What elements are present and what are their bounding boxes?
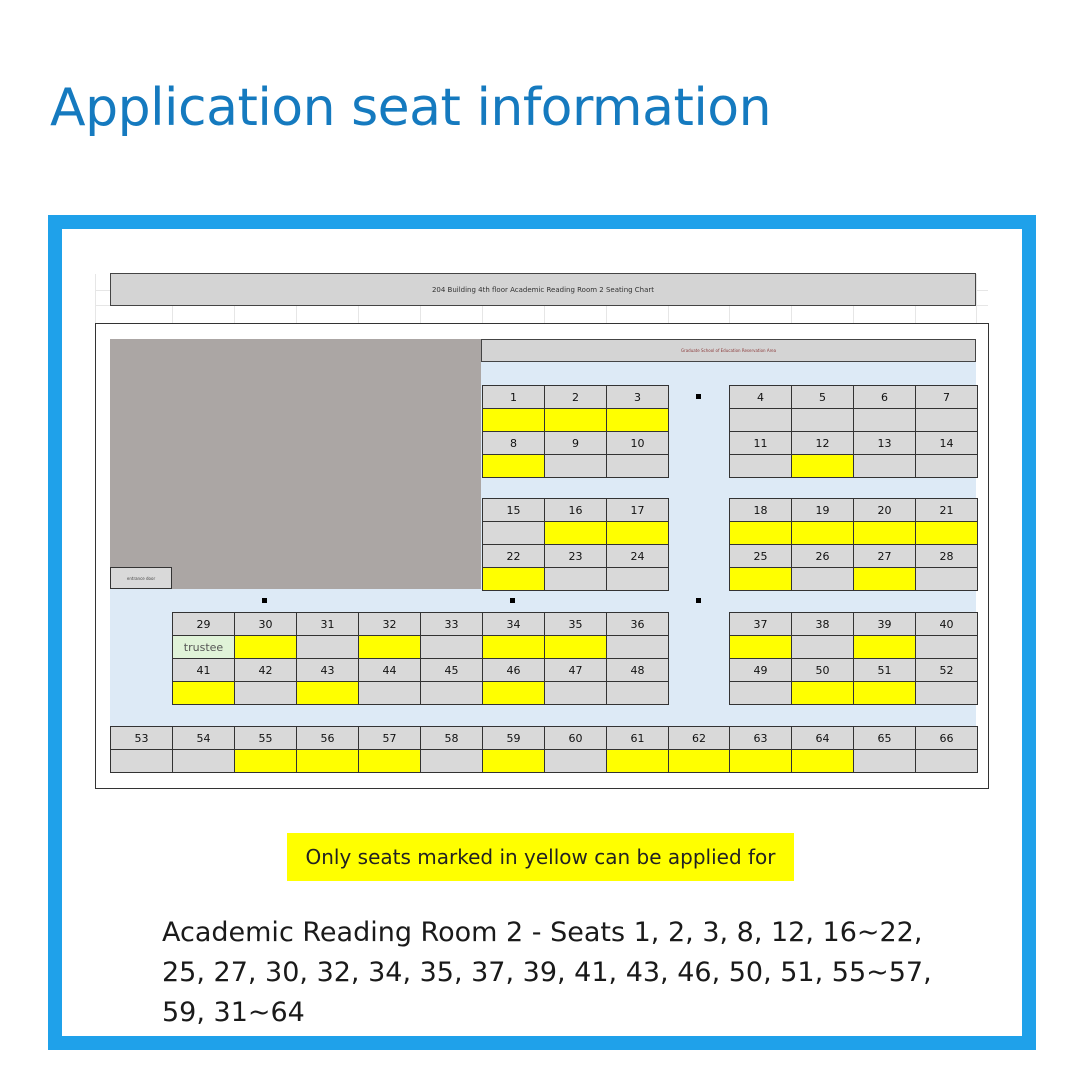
seat-number-3: 3	[606, 385, 669, 409]
seat-status-9	[544, 454, 607, 478]
seat-status-35[interactable]	[544, 635, 607, 659]
seat-status-23	[544, 567, 607, 591]
seat-number-44: 44	[358, 658, 421, 682]
seat-number-55: 55	[234, 726, 297, 750]
pillar-marker	[262, 598, 267, 603]
seat-status-3[interactable]	[606, 408, 669, 432]
entrance-door	[110, 567, 172, 589]
pillar-marker	[510, 598, 515, 603]
seat-number-50: 50	[791, 658, 854, 682]
seat-number-26: 26	[791, 544, 854, 568]
seat-number-28: 28	[915, 544, 978, 568]
seat-status-16[interactable]	[544, 521, 607, 545]
seat-number-19: 19	[791, 498, 854, 522]
seat-status-31	[296, 635, 359, 659]
seat-status-40	[915, 635, 978, 659]
seat-number-49: 49	[729, 658, 792, 682]
gridline	[976, 274, 977, 324]
seat-number-12: 12	[791, 431, 854, 455]
seat-status-33	[420, 635, 483, 659]
seat-number-36: 36	[606, 612, 669, 636]
seat-number-30: 30	[234, 612, 297, 636]
seat-number-1: 1	[482, 385, 545, 409]
seat-status-39[interactable]	[853, 635, 916, 659]
seat-status-20[interactable]	[853, 521, 916, 545]
seat-number-16: 16	[544, 498, 607, 522]
seat-number-56: 56	[296, 726, 359, 750]
seat-status-51[interactable]	[853, 681, 916, 705]
seat-number-27: 27	[853, 544, 916, 568]
gridline	[853, 305, 854, 323]
seat-status-11	[729, 454, 792, 478]
seat-number-43: 43	[296, 658, 359, 682]
seat-status-13	[853, 454, 916, 478]
seat-number-23: 23	[544, 544, 607, 568]
seat-status-38	[791, 635, 854, 659]
pillar-marker	[696, 394, 701, 399]
gridline	[296, 305, 297, 323]
seat-status-57[interactable]	[358, 749, 421, 773]
seat-status-58	[420, 749, 483, 773]
seat-status-62[interactable]	[668, 749, 730, 773]
seat-number-15: 15	[482, 498, 545, 522]
seat-number-60: 60	[544, 726, 607, 750]
seat-status-30[interactable]	[234, 635, 297, 659]
seat-number-48: 48	[606, 658, 669, 682]
seat-number-20: 20	[853, 498, 916, 522]
available-seats-text: Academic Reading Room 2 - Seats 1, 2, 3, 8, 12, 16~22, 25, 27, 30, 32, 34, 35, 37, 39, 41, 43, 46, 50, 51, 55~57, 59, 31~64	[162, 917, 932, 1028]
gridline	[544, 305, 545, 323]
seat-status-49	[729, 681, 792, 705]
seat-number-24: 24	[606, 544, 669, 568]
seat-number-62: 62	[668, 726, 730, 750]
chart-header-text: 204 Building 4th floor Academic Reading Room 2 Seating Chart	[431, 285, 655, 294]
seat-number-2: 2	[544, 385, 607, 409]
gridline	[668, 305, 669, 323]
gridline	[234, 305, 235, 323]
seat-status-41[interactable]	[172, 681, 235, 705]
seat-status-61[interactable]	[606, 749, 669, 773]
seat-number-21: 21	[915, 498, 978, 522]
gridline	[729, 305, 730, 323]
reservation-label	[481, 339, 976, 362]
seat-number-14: 14	[915, 431, 978, 455]
seat-status-10	[606, 454, 669, 478]
seat-number-11: 11	[729, 431, 792, 455]
seat-number-6: 6	[853, 385, 916, 409]
blocked-area	[110, 339, 481, 589]
gridline	[606, 305, 607, 323]
page-title: Application seat information	[50, 78, 772, 138]
seat-number-7: 7	[915, 385, 978, 409]
gridline	[420, 305, 421, 323]
seat-status-27[interactable]	[853, 567, 916, 591]
seat-status-18[interactable]	[729, 521, 792, 545]
seat-number-22: 22	[482, 544, 545, 568]
seat-status-45	[420, 681, 483, 705]
seat-status-59[interactable]	[482, 749, 545, 773]
seat-number-41: 41	[172, 658, 235, 682]
seat-status-52	[915, 681, 978, 705]
gridline	[915, 305, 916, 323]
seat-number-40: 40	[915, 612, 978, 636]
seat-status-29: trustee	[172, 635, 235, 659]
seat-status-53	[110, 749, 173, 773]
seat-number-45: 45	[420, 658, 483, 682]
seat-status-4	[729, 408, 792, 432]
seat-number-17: 17	[606, 498, 669, 522]
seat-number-39: 39	[853, 612, 916, 636]
seat-status-37[interactable]	[729, 635, 792, 659]
seat-number-47: 47	[544, 658, 607, 682]
seat-status-15	[482, 521, 545, 545]
seat-number-31: 31	[296, 612, 359, 636]
seat-number-64: 64	[791, 726, 854, 750]
seat-status-26	[791, 567, 854, 591]
seat-number-66: 66	[915, 726, 978, 750]
seat-number-52: 52	[915, 658, 978, 682]
seat-number-35: 35	[544, 612, 607, 636]
seat-status-47	[544, 681, 607, 705]
yellow-seat-note: Only seats marked in yellow can be applied for	[287, 833, 794, 881]
seat-number-10: 10	[606, 431, 669, 455]
gridline	[482, 305, 483, 323]
seat-status-65	[853, 749, 916, 773]
seat-status-54	[172, 749, 235, 773]
chart-header	[110, 273, 976, 306]
seat-status-12[interactable]	[791, 454, 854, 478]
seat-status-25[interactable]	[729, 567, 792, 591]
seat-status-32[interactable]	[358, 635, 421, 659]
seat-status-64[interactable]	[791, 749, 854, 773]
seat-status-46[interactable]	[482, 681, 545, 705]
seat-number-53: 53	[110, 726, 173, 750]
seat-status-44	[358, 681, 421, 705]
seat-status-1[interactable]	[482, 408, 545, 432]
seat-status-24	[606, 567, 669, 591]
seat-status-17[interactable]	[606, 521, 669, 545]
gridline	[172, 305, 173, 323]
seat-status-55[interactable]	[234, 749, 297, 773]
gridline	[358, 305, 359, 323]
seat-status-43[interactable]	[296, 681, 359, 705]
seat-status-6	[853, 408, 916, 432]
seat-number-5: 5	[791, 385, 854, 409]
seat-number-18: 18	[729, 498, 792, 522]
seat-status-48	[606, 681, 669, 705]
gridline	[791, 305, 792, 323]
seat-number-4: 4	[729, 385, 792, 409]
seat-status-28	[915, 567, 978, 591]
seat-number-9: 9	[544, 431, 607, 455]
seat-number-33: 33	[420, 612, 483, 636]
seat-number-32: 32	[358, 612, 421, 636]
seat-number-54: 54	[172, 726, 235, 750]
seat-number-25: 25	[729, 544, 792, 568]
seat-status-66	[915, 749, 978, 773]
seat-status-56[interactable]	[296, 749, 359, 773]
pillar-marker	[696, 598, 701, 603]
seat-status-50[interactable]	[791, 681, 854, 705]
seat-number-59: 59	[482, 726, 545, 750]
seat-status-22[interactable]	[482, 567, 545, 591]
entrance-door-text: entrance door	[126, 575, 156, 581]
seat-number-65: 65	[853, 726, 916, 750]
seat-status-60	[544, 749, 607, 773]
seat-number-34: 34	[482, 612, 545, 636]
gridline	[95, 274, 96, 324]
seat-number-46: 46	[482, 658, 545, 682]
seat-number-63: 63	[729, 726, 792, 750]
seat-status-36	[606, 635, 669, 659]
reservation-label-text: Graduate School of Education Reservation Area	[680, 348, 777, 353]
seat-number-51: 51	[853, 658, 916, 682]
seat-status-5	[791, 408, 854, 432]
seat-number-29: 29	[172, 612, 235, 636]
seat-number-8: 8	[482, 431, 545, 455]
seat-number-38: 38	[791, 612, 854, 636]
seat-number-42: 42	[234, 658, 297, 682]
seat-status-34[interactable]	[482, 635, 545, 659]
seat-status-63[interactable]	[729, 749, 792, 773]
seat-number-37: 37	[729, 612, 792, 636]
seat-status-42	[234, 681, 297, 705]
seat-status-14	[915, 454, 978, 478]
seat-number-58: 58	[420, 726, 483, 750]
seat-status-8[interactable]	[482, 454, 545, 478]
seat-status-21[interactable]	[915, 521, 978, 545]
seat-number-57: 57	[358, 726, 421, 750]
seat-status-19[interactable]	[791, 521, 854, 545]
seat-number-13: 13	[853, 431, 916, 455]
seat-status-7	[915, 408, 978, 432]
seat-number-61: 61	[606, 726, 669, 750]
seat-status-2[interactable]	[544, 408, 607, 432]
